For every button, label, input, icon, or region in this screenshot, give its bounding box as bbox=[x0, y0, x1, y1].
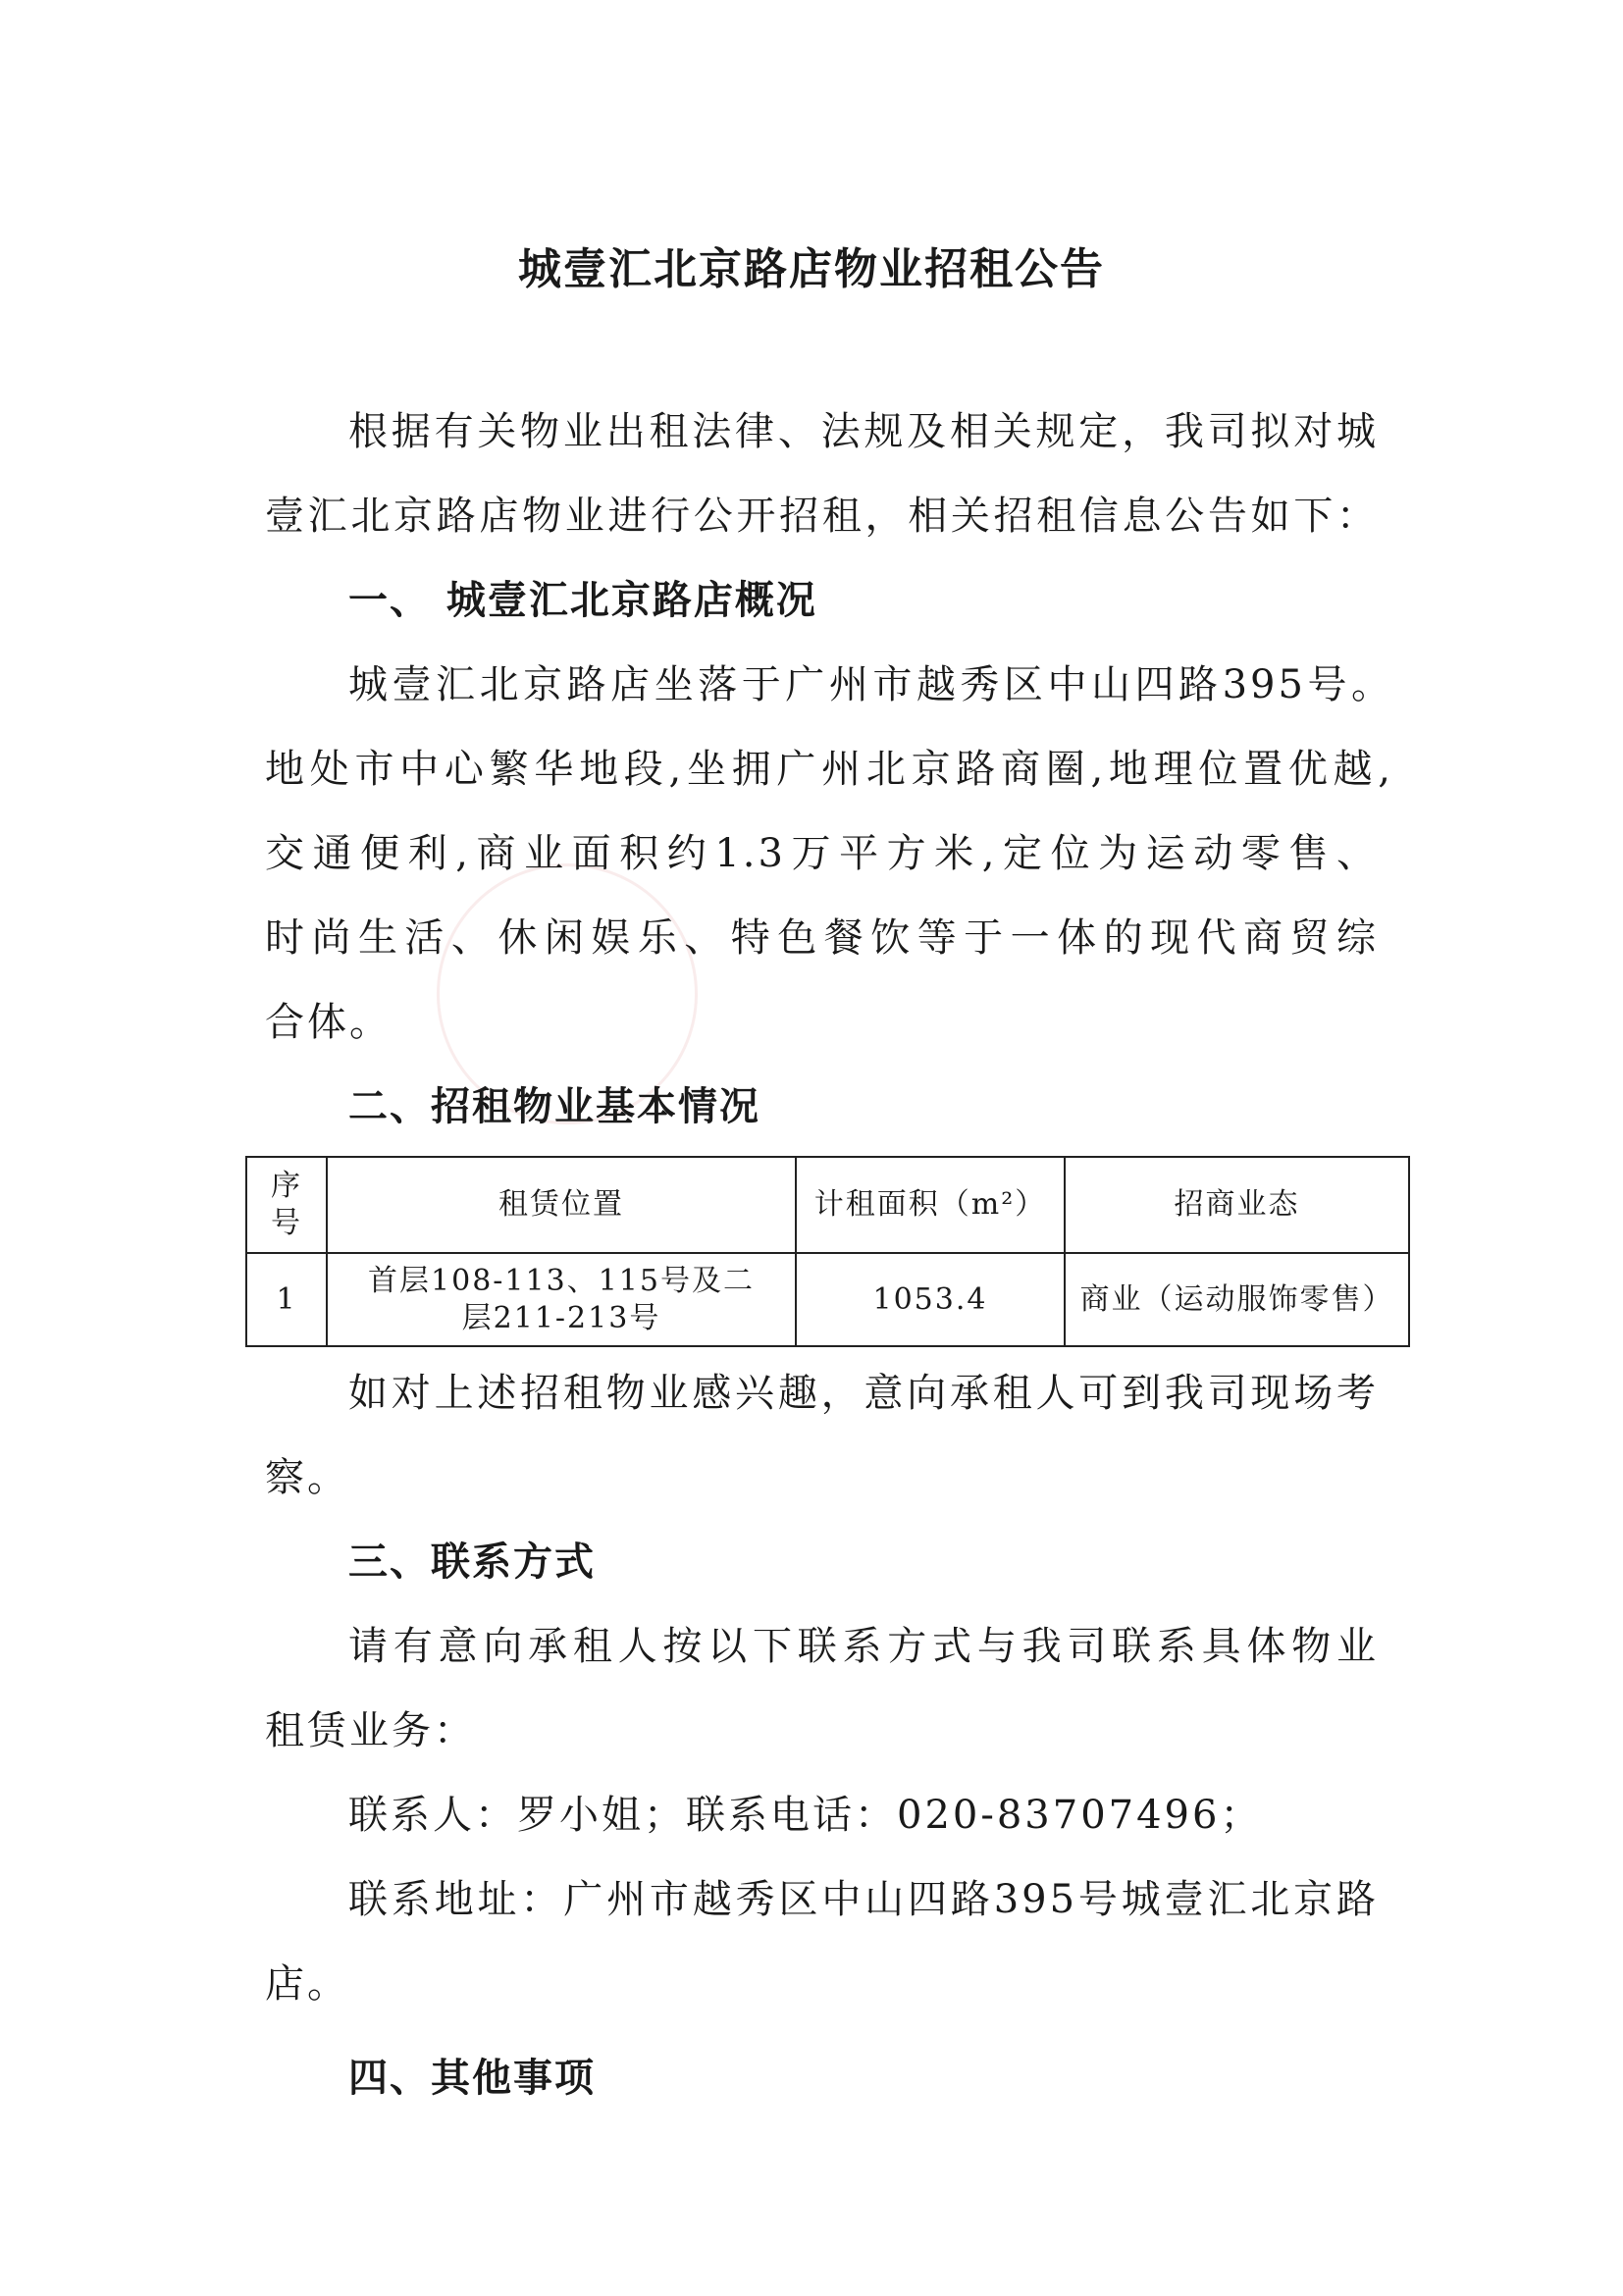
section-3-line: 租赁业务： bbox=[265, 1708, 476, 1753]
cell-index: 1 bbox=[246, 1253, 327, 1346]
address-line: 联系地址：广州市越秀区中山四路395号城壹汇北京路 bbox=[348, 1877, 1379, 1922]
document-title: 城壹汇北京路店物业招租公告 bbox=[518, 244, 1105, 294]
intro-line-1: 根据有关物业出租法律、法规及相关规定，我司拟对城 bbox=[348, 409, 1379, 454]
intro-line-2: 壹汇北京路店物业进行公开招租，相关招租信息公告如下： bbox=[265, 494, 1379, 539]
table-header-row bbox=[246, 1157, 1409, 1253]
header-cell-location: 租赁位置 bbox=[327, 1157, 796, 1253]
header-cell-area: 计租面积（m²） bbox=[796, 1157, 1065, 1253]
cell-business: 商业（运动服饰零售） bbox=[1065, 1253, 1409, 1346]
section-1-line: 交通便利,商业面积约1.3万平方米,定位为运动零售、 bbox=[265, 831, 1379, 876]
header-cell-index: 序号 bbox=[246, 1157, 327, 1253]
lease-table bbox=[245, 1156, 1410, 1347]
section-3-heading: 三、联系方式 bbox=[348, 1539, 596, 1585]
section-2-after-line: 如对上述招租物业感兴趣，意向承租人可到我司现场考 bbox=[348, 1371, 1379, 1416]
section-2-heading: 二、招租物业基本情况 bbox=[348, 1084, 760, 1129]
header-cell-business: 招商业态 bbox=[1065, 1157, 1409, 1253]
section-1-line: 时尚生活、休闲娱乐、特色餐饮等于一体的现代商贸综 bbox=[265, 915, 1379, 961]
cell-area: 1053.4 bbox=[796, 1253, 1065, 1346]
table-row bbox=[246, 1253, 1409, 1346]
section-1-heading: 一、 城壹汇北京路店概况 bbox=[348, 578, 817, 623]
section-1-line: 地处市中心繁华地段,坐拥广州北京路商圈,地理位置优越, bbox=[265, 747, 1393, 792]
contact-line: 联系人：罗小姐；联系电话：020-83707496； bbox=[348, 1793, 1263, 1838]
section-2-after-line: 察。 bbox=[265, 1455, 349, 1500]
section-4-heading: 四、其他事项 bbox=[348, 2056, 596, 2101]
section-1-line: 城壹汇北京路店坐落于广州市越秀区中山四路395号。 bbox=[348, 662, 1393, 707]
section-1-line: 合体。 bbox=[265, 1000, 392, 1045]
section-3-line: 请有意向承租人按以下联系方式与我司联系具体物业 bbox=[348, 1624, 1379, 1669]
cell-location: 首层108-113、115号及二层211-213号 bbox=[327, 1253, 796, 1346]
address-line: 店。 bbox=[265, 1961, 349, 2007]
